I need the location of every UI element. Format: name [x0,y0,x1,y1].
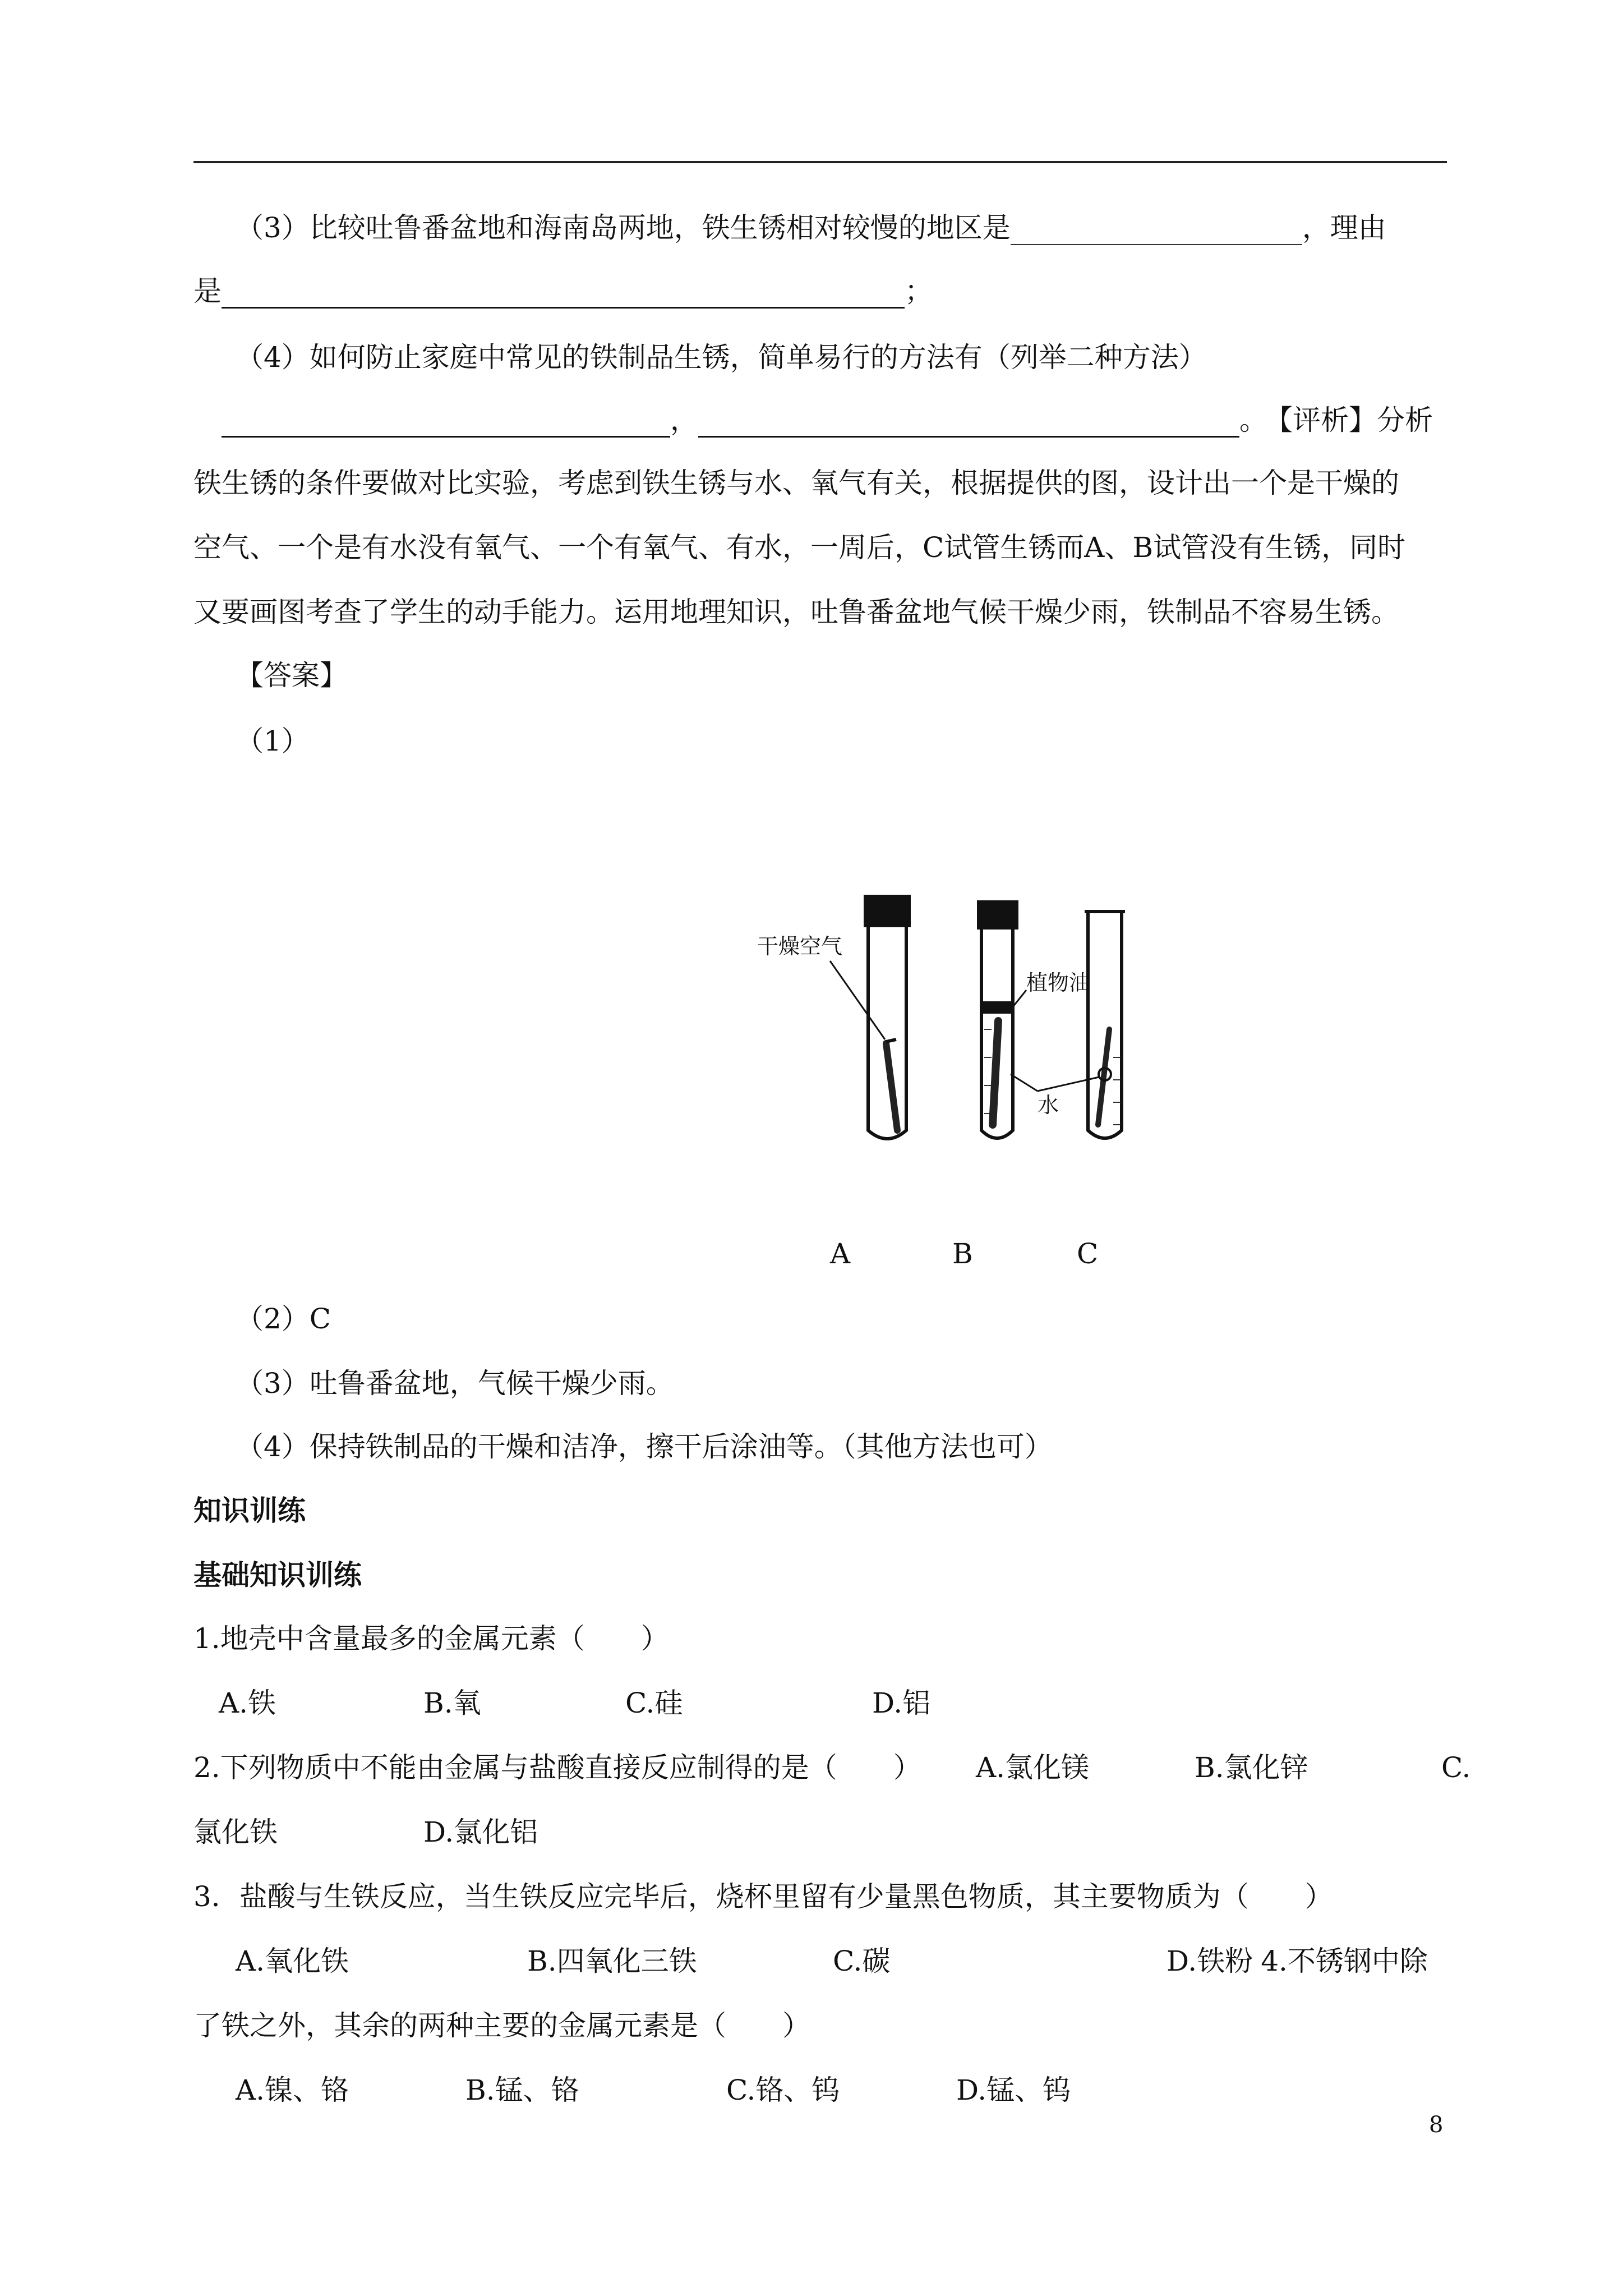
tube-c [1011,912,1125,1138]
tube-c-label: C [1077,1237,1099,1270]
mcq-3-option-c[interactable]: C.碳 [833,1945,891,1977]
mcq-3-option-b[interactable]: B.四氧化三铁 [527,1945,697,1977]
analysis-line-3: 又要画图考查了学生的动手能力。运用地理知识，吐鲁番盆地气候干燥少雨，铁制品不容易生锈。 [193,596,1399,628]
question-4-end: 。 [1239,404,1267,436]
mcq-1-option-d[interactable]: D.铝 [872,1687,931,1719]
tube-b-label: B [952,1237,973,1270]
answer-blank[interactable] [222,410,670,438]
answer-blank[interactable] [1011,218,1302,245]
section-heading-basic: 基础知识训练 [193,1559,362,1591]
mcq-4-stem-start: 4.不锈钢中除 [1261,1945,1428,1977]
question-3-line2-start: 是 [193,275,222,307]
mcq-1-stem: 1.地壳中含量最多的金属元素（ ） [193,1622,669,1655]
question-4-line2 [222,403,1433,438]
question-3-line2 [193,274,933,309]
test-tube-figure [746,889,1150,1158]
question-3-mid: ，理由 [1302,211,1386,244]
label-dry-air: 干燥空气 [757,934,843,959]
answer-2: （2）C [236,1303,331,1335]
mcq-2-option-b[interactable]: B.氯化锌 [1195,1751,1308,1784]
mcq-3-option-a[interactable]: A.氧化铁 [236,1945,349,1977]
answer-3: （3）吐鲁番盆地，气候干燥少雨。 [236,1367,674,1400]
mcq-3-option-d-line [1166,1944,1428,1978]
question-3-line [236,210,1386,245]
tube-b [977,900,1090,1138]
tube-a [757,895,911,1139]
answer-1: （1） [236,725,310,757]
answer-heading: 【答案】 [236,659,348,692]
label-water: 水 [1038,1093,1059,1117]
header-rule [193,161,1447,163]
mcq-3-option-d[interactable]: D.铁粉 [1166,1945,1253,1977]
section-heading-training: 知识训练 [193,1494,306,1527]
answer-4: （4）保持铁制品的干燥和洁净，擦干后涂油等。（其他方法也可） [236,1430,1053,1463]
question-3-end: ； [905,275,933,307]
mcq-4-option-d[interactable]: D.锰、钨 [956,2074,1071,2106]
mcq-2-option-a[interactable]: A.氯化镁 [976,1751,1090,1784]
analysis-heading: 【评析】分析 [1279,404,1433,436]
label-oil: 植物油 [1026,970,1091,995]
answer-blank[interactable] [698,410,1239,438]
question-4-comma: ， [670,404,698,436]
mcq-4-stem: 了铁之外，其余的两种主要的金属元素是（ ） [193,2009,810,2042]
analysis-line-1: 铁生锈的条件要做对比实验，考虑到铁生锈与水、氧气有关，根据提供的图，设计出一个是干燥的 [193,467,1399,499]
mcq-2-option-c-text[interactable]: 氯化铁 [193,1816,278,1848]
mcq-1-option-b[interactable]: B.氧 [423,1687,481,1719]
mcq-2-option-d[interactable]: D.氯化铝 [423,1816,538,1848]
tube-a-label: A [830,1237,851,1270]
mcq-1-option-a[interactable]: A.铁 [219,1687,276,1719]
answer-blank[interactable] [222,281,905,309]
question-3-text: （3）比较吐鲁番盆地和海南岛两地，铁生锈相对较慢的地区是 [236,211,1011,244]
mcq-4-option-c[interactable]: C.铬、钨 [726,2074,840,2106]
mcq-4-option-a[interactable]: A.镍、铬 [236,2074,349,2106]
mcq-1-option-c[interactable]: C.硅 [625,1687,683,1719]
analysis-line-2: 空气、一个是有水没有氧气、一个有氧气、有水，一周后，C试管生锈而A、B试管没有生锈，同时 [193,531,1406,564]
mcq-4-option-b[interactable]: B.锰、铬 [465,2074,579,2106]
question-4-text: （4）如何防止家庭中常见的铁制品生锈，简单易行的方法有（列举二种方法） [236,341,1207,374]
page-number: 8 [1429,2112,1444,2138]
mcq-2-stem: 2.下列物质中不能由金属与盐酸直接反应制得的是（ ） [193,1751,921,1784]
mcq-3-stem: 3．盐酸与生铁反应，当生铁反应完毕后，烧杯里留有少量黑色物质，其主要物质为（ ） [193,1880,1333,1913]
mcq-2-option-c[interactable]: C. [1441,1751,1471,1784]
